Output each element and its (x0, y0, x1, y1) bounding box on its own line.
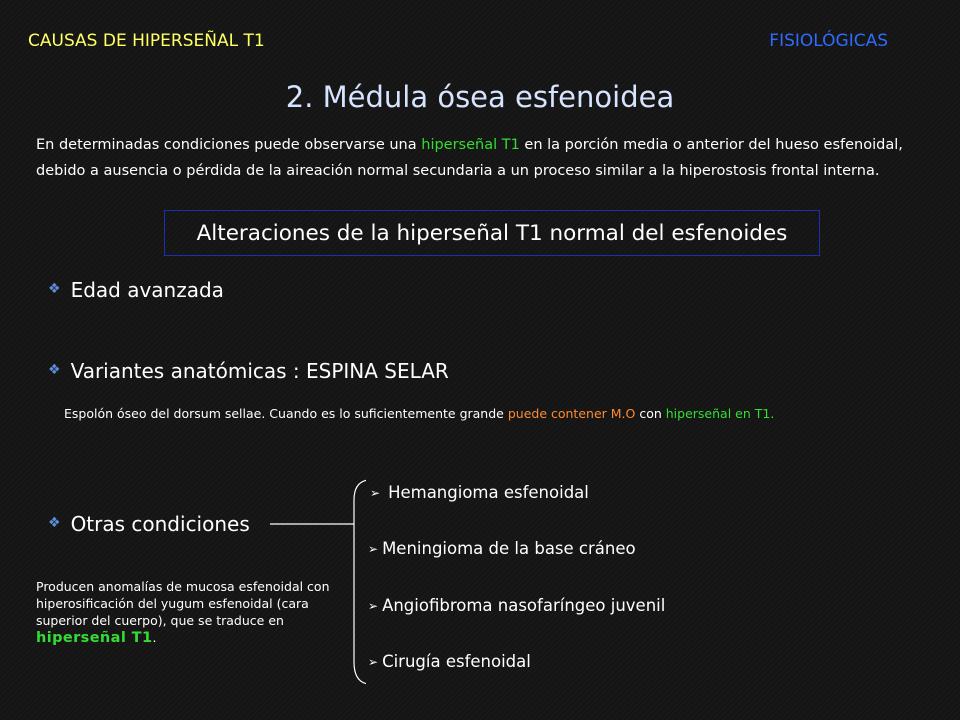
slide-title: 2. Médula ósea esfenoidea (285, 80, 675, 114)
diamond-bullet-icon: ❖ (48, 281, 61, 297)
diamond-bullet-icon: ❖ (48, 515, 61, 531)
intro-paragraph (36, 132, 936, 184)
bullet-variantes-label: Variantes anatómicas : ESPINA SELAR (70, 359, 449, 383)
section-box-title: Alteraciones de la hiperseñal T1 normal del esfenoides (164, 210, 820, 256)
condition-label: Cirugía esfenoidal (382, 652, 531, 671)
bullet-otras-condiciones (48, 512, 250, 536)
intro-text-1: En determinadas condiciones puede observarse una (36, 137, 422, 153)
condition-label: Hemangioma esfenoidal (388, 483, 589, 502)
intro-highlight: hiperseñal T1 (421, 137, 520, 153)
condition-label: Meningioma de la base cráneo (382, 539, 636, 558)
note-orange: puede contener M.O (507, 406, 636, 421)
mucosa-note (36, 578, 336, 647)
condition-item (368, 596, 665, 615)
arrow-bullet-icon: ➢ (368, 598, 379, 613)
diamond-bullet-icon: ❖ (48, 362, 61, 378)
bullet-edad-label: Edad avanzada (70, 278, 224, 302)
condition-item (368, 652, 531, 671)
note-text-1: Espolón óseo del dorsum sellae. Cuando es lo suficientemente grande (64, 406, 508, 421)
arrow-bullet-icon: ➢ (368, 654, 379, 669)
arrow-bullet-icon: ➢ (370, 485, 381, 500)
mucosa-highlight: hiperseñal T1 (36, 630, 153, 646)
condition-label: Angiofibroma nasofaríngeo juvenil (382, 596, 666, 615)
header-category-label: FISIOLÓGICAS (769, 31, 888, 51)
espina-selar-note (64, 406, 774, 421)
mucosa-text-1: Producen anomalías de mucosa esfenoidal con hiperosificación del yugum esfenoidal (cara superior del cuerpo), que se traduce en (36, 579, 330, 628)
bullet-variantes-anatomicas (48, 359, 449, 383)
intro-text-2: en la porción media o anterior del hueso esfenoidal, debido a ausencia o pérdida de la aireación normal secundaria a un proceso similar a la hiperostosis frontal interna. (36, 137, 903, 179)
mucosa-text-2: . (152, 630, 157, 645)
note-text-2: con (635, 406, 666, 421)
arrow-bullet-icon: ➢ (368, 541, 379, 556)
bullet-otras-label: Otras condiciones (70, 512, 250, 536)
condition-item (368, 539, 636, 558)
bullet-edad-avanzada (48, 278, 224, 302)
note-green: hiperseñal en T1. (665, 406, 775, 421)
header-section-label: CAUSAS DE HIPERSEÑAL T1 (28, 31, 265, 51)
condition-item (370, 483, 589, 502)
